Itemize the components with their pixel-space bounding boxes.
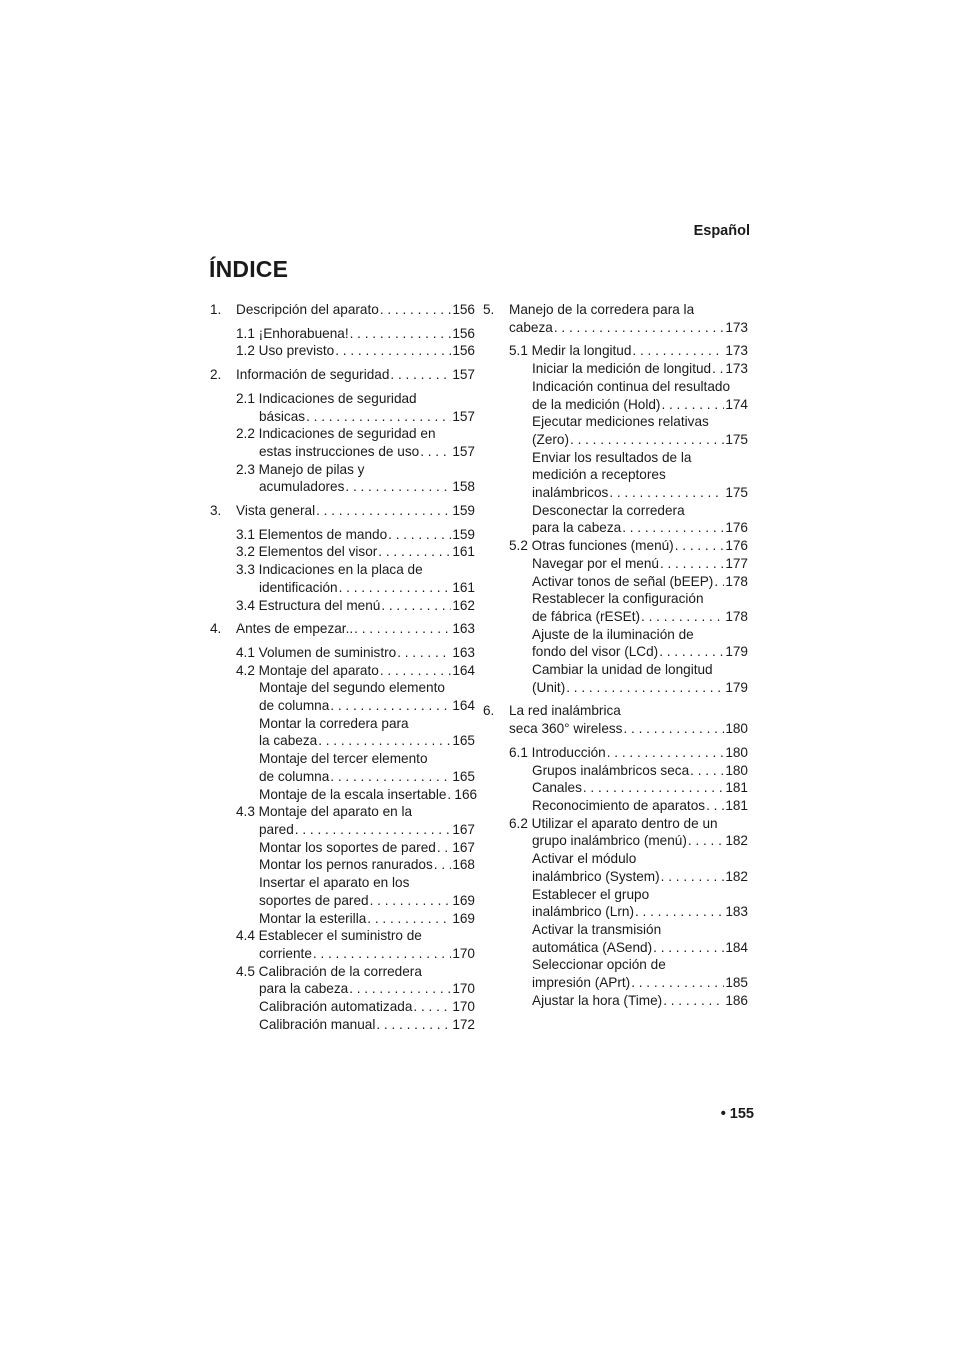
toc-entry-title: 2.2 Indicaciones de seguridad en [236,426,436,442]
toc-leader-dots [295,821,452,839]
toc-entry-title: soportes de pared [259,892,369,908]
toc-entry-title: Insertar el aparato en los [259,875,410,891]
toc-entry-title: Activar tonos de señal (bEEP) [532,573,714,589]
toc-left-column [210,301,478,1033]
toc-entry [483,502,748,520]
toc-entry [483,720,748,738]
toc-leader-dots [631,974,724,992]
toc-entry-page: 179 [725,644,748,660]
toc-entry [210,461,475,479]
toc-entry [210,620,475,638]
toc-entry [210,963,475,981]
toc-entry-page: 174 [725,396,748,412]
toc-entry-title: Grupos inalámbricos seca [532,762,690,778]
toc-entry-title: 4.1 Volumen de suministro [236,644,397,660]
toc-entry-page: 175 [725,485,748,501]
toc-entry [483,519,748,537]
toc-leader-dots [316,502,451,520]
toc-entry-title: Antes de empezar.. [236,621,354,637]
toc-leader-dots [690,762,724,780]
toc-entry [483,832,748,850]
toc-leader-dots [350,325,452,343]
toc-entry-title: 2.1 Indicaciones de seguridad [236,390,417,406]
toc-entry [210,443,475,461]
toc-entry-title: grupo inalámbrico (menú) [532,833,687,849]
toc-leader-dots [607,744,725,762]
toc-entry-page: 168 [452,857,475,873]
toc-leader-dots [661,396,724,414]
toc-leader-dots [349,980,451,998]
toc-entry [210,408,475,426]
toc-entry [210,732,475,750]
toc-entry [210,502,475,520]
toc-leader-dots [380,662,451,680]
toc-entry-title: 5.1 Medir la longitud [509,343,632,359]
toc-entry [210,750,475,768]
toc-entry-title: Descripción del aparato [236,302,379,317]
toc-entry [483,449,748,467]
toc-leader-dots [380,301,451,319]
toc-entry-page: 181 [725,797,748,813]
toc-entry-title: Ejecutar mediciones relativas [532,414,709,430]
toc-entry [210,579,475,597]
toc-entry-title: 3.1 Elementos de mando [236,526,388,542]
toc-entry-page: 170 [452,999,475,1015]
toc-entry [483,850,748,868]
toc-leader-dots [566,679,724,697]
toc-entry-title: Información de seguridad [236,367,390,383]
toc-entry-title: Desconectar la corredera [532,502,685,518]
toc-entry-title: inalámbrico (Lrn) [532,904,634,920]
toc-entry-page: 179 [725,679,748,695]
toc-entry-page: 172 [452,1016,475,1032]
toc-entry-title: Montar los pernos ranurados [259,857,433,873]
toc-leader-dots [554,319,724,337]
toc-entry [483,903,748,921]
toc-entry-page: 167 [452,839,475,855]
toc-entry-number: 6. [483,703,495,719]
toc-entry-title: La red inalámbrica [509,703,621,719]
toc-entry [210,1016,475,1034]
toc-entry-number: 5. [483,302,495,317]
toc-entry-title: Vista general [236,503,316,519]
toc-leader-dots [376,1016,451,1034]
toc-entry [210,342,475,360]
toc-entry [210,768,475,786]
toc-entry-page: 169 [452,910,475,926]
toc-entry-title: 6.2 Utilizar el aparato dentro de un [509,815,718,831]
toc-entry-title: Navegar por el menú [532,555,659,571]
toc-entry-title: Manejo de la corredera para la [509,302,695,317]
toc-entry [483,555,748,573]
toc-leader-dots [330,697,451,715]
toc-entry-title: la cabeza [259,733,318,749]
toc-entry-page: 184 [725,939,748,955]
toc-leader-dots [661,868,725,886]
toc-entry-page: 165 [452,733,475,749]
toc-entry-title: para la cabeza [259,981,349,997]
toc-leader-dots [447,786,453,804]
toc-entry-page: 176 [725,520,748,536]
toc-entry [483,643,748,661]
toc-entry [210,998,475,1016]
toc-entry-title: Ajuste de la iluminación de [532,626,694,642]
toc-entry-title: Enviar los resultados de la [532,449,692,465]
toc-entry [483,466,748,484]
toc-leader-dots [570,431,724,449]
toc-entry [483,815,748,833]
toc-entry [210,597,475,615]
toc-entry-title: de columna [259,768,330,784]
toc-entry-title: Restablecer la configuración [532,591,704,607]
toc-entry [483,301,748,319]
toc-entry-title: Activar la transmisión [532,921,662,937]
toc-entry-page: 163 [452,644,475,660]
toc-entry [483,797,748,815]
toc-leader-dots [659,643,724,661]
toc-entry-title: fondo del visor (LCd) [532,644,659,660]
toc-entry [210,526,475,544]
toc-entry [483,537,748,555]
toc-entry-page: 181 [725,780,748,796]
toc-entry-title: inalámbricos [532,485,609,501]
toc-leader-dots [583,779,724,797]
toc-entry [210,856,475,874]
toc-entry-page: 159 [452,526,475,542]
toc-entry [483,779,748,797]
toc-leader-dots [712,360,724,378]
toc-leader-dots [388,526,451,544]
toc-entry [210,390,475,408]
toc-entry-title: de fábrica (rESEt) [532,608,641,624]
toc-entry [483,744,748,762]
toc-entry-page: 167 [452,821,475,837]
toc-entry-title: medición a receptores [532,467,666,483]
toc-entry-title: 4.2 Montaje del aparato [236,662,379,678]
toc-entry-page: 161 [452,544,475,560]
toc-entry-title: Establecer el grupo [532,886,650,902]
toc-entry [210,679,475,697]
toc-entry [210,786,478,804]
toc-entry-title: seca 360° wireless [509,721,623,737]
toc-entry-page: 165 [452,768,475,784]
toc-leader-dots [378,543,451,561]
toc-entry [483,886,748,904]
toc-entry-page: 178 [725,573,748,589]
toc-entry-page: 161 [452,579,475,595]
toc-entry-title: impresión (APrt) [532,975,631,991]
toc-entry [210,697,475,715]
toc-entry [210,839,475,857]
toc-entry-title: Iniciar la medición de longitud [532,361,712,377]
toc-leader-dots [688,832,724,850]
toc-leader-dots [675,537,725,555]
toc-entry-page: 173 [725,319,748,335]
toc-entry [483,974,748,992]
toc-entry [210,662,475,680]
toc-entry [210,821,475,839]
toc-entry-title: Reconocimiento de aparatos [532,797,706,813]
toc-leader-dots [318,732,451,750]
toc-leader-dots [632,342,724,360]
toc-entry-page: 156 [452,325,475,341]
toc-entry-title: inalámbrico (System) [532,868,660,884]
toc-leader-dots [641,608,724,626]
toc-entry-title: pared [259,821,294,837]
toc-entry-title: cabeza [509,319,553,335]
toc-leader-dots [434,856,452,874]
toc-entry [483,939,748,957]
toc-leader-dots [345,478,451,496]
toc-entry-page: 182 [725,833,748,849]
page-number: • 155 [720,1106,754,1122]
toc-entry [210,325,475,343]
toc-leader-dots [367,910,451,928]
toc-entry-title: Seleccionar opción de [532,957,666,973]
toc-entry [483,868,748,886]
toc-entry [483,319,748,337]
toc-entry [210,301,475,319]
toc-entry-title: Montar la esterilla [259,910,367,926]
toc-entry-title: Montaje del tercer elemento [259,751,428,767]
toc-leader-dots [397,644,451,662]
toc-entry-page: 164 [452,662,475,678]
toc-right-column [483,301,748,1009]
toc-leader-dots [313,945,451,963]
toc-entry-page: 183 [725,904,748,920]
toc-entry-title: 1.1 ¡Enhorabuena! [236,325,349,341]
toc-entry-title: 4.3 Montaje del aparato en la [236,804,413,820]
toc-entry [483,431,748,449]
toc-entry [210,980,475,998]
toc-entry [210,366,475,384]
toc-entry-title: 5.2 Otras funciones (menú) [509,538,674,554]
toc-entry [483,608,748,626]
toc-leader-dots [390,366,451,384]
toc-entry [483,762,748,780]
toc-entry [483,396,748,414]
toc-entry-page: 166 [454,786,478,802]
page-title: ÍNDICE [209,256,289,282]
toc-entry-page: 180 [725,721,748,737]
toc-entry-title: Calibración automatizada [259,999,413,1015]
toc-entry-title: corriente [259,945,312,961]
toc-entry-title: (Unit) [532,679,566,695]
toc-entry-page: 182 [725,868,748,884]
toc-entry-number: 2. [210,367,222,383]
toc-entry-title: Cambiar la unidad de longitud [532,662,713,678]
toc-entry [210,478,475,496]
toc-entry-page: 169 [452,892,475,908]
toc-entry [483,590,748,608]
toc-entry-title: Montar los soportes de pared [259,839,436,855]
toc-entry-page: 157 [452,367,475,383]
toc-entry-title: 1.2 Uso previsto [236,343,335,359]
toc-entry-page: 180 [725,744,748,760]
toc-entry [210,892,475,910]
toc-entry [210,945,475,963]
toc-leader-dots [370,892,452,910]
toc-entry [210,425,475,443]
toc-entry-title: de la medición (Hold) [532,396,661,412]
toc-leader-dots [714,573,724,591]
toc-leader-dots [706,797,724,815]
toc-entry-title: Calibración manual [259,1016,376,1032]
toc-leader-dots [609,484,724,502]
toc-entry [210,644,475,662]
toc-entry-number: 4. [210,621,222,637]
toc-entry-page: 176 [725,538,748,554]
toc-entry-page: 173 [725,361,748,377]
toc-leader-dots [653,939,724,957]
toc-entry-title: 3.4 Estructura del menú [236,597,381,613]
toc-entry-title: Activar el módulo [532,851,637,867]
toc-entry [483,342,748,360]
toc-entry [483,679,748,697]
toc-entry-page: 186 [725,992,748,1008]
toc-entry-page: 158 [452,479,475,495]
toc-entry [483,956,748,974]
toc-entry-page: 156 [452,343,475,359]
toc-entry-title: acumuladores [259,479,345,495]
toc-entry-page: 162 [452,597,475,613]
toc-entry-page: 157 [452,443,475,459]
toc-leader-dots [335,342,451,360]
toc-entry-page: 178 [725,608,748,624]
toc-entry [483,702,748,720]
toc-entry [210,803,475,821]
toc-entry-title: básicas [259,408,306,424]
toc-entry-title: (Zero) [532,431,570,447]
toc-entry-page: 175 [725,431,748,447]
toc-leader-dots [381,597,451,615]
toc-entry-title: Canales [532,780,582,796]
toc-leader-dots [660,555,724,573]
language-label: Español [693,223,750,239]
toc-leader-dots [306,408,451,426]
toc-leader-dots [330,768,451,786]
toc-leader-dots [420,443,451,461]
toc-entry-page: 173 [725,343,748,359]
toc-entry-title: Montaje de la escala insertable [259,786,447,802]
toc-entry-title: automática (ASend) [532,939,653,955]
toc-entry [210,874,475,892]
toc-entry [210,910,475,928]
toc-leader-dots [622,519,724,537]
toc-entry [483,360,748,378]
toc-entry [483,573,748,591]
toc-entry-page: 157 [452,408,475,424]
toc-entry-page: 156 [452,302,475,317]
toc-entry-page: 177 [725,555,748,571]
toc-entry-title: 4.5 Calibración de la corredera [236,963,422,979]
toc-entry [210,561,475,579]
toc-leader-dots [354,620,451,638]
toc-entry-title: Indicación continua del resultado [532,378,730,394]
toc-entry-title: 3.3 Indicaciones en la placa de [236,562,423,578]
toc-entry [483,661,748,679]
toc-entry [483,626,748,644]
toc-entry-title: Montaje del segundo elemento [259,680,445,696]
toc-entry-page: 185 [725,975,748,991]
toc-entry [483,413,748,431]
toc-leader-dots [339,579,452,597]
toc-leader-dots [623,720,724,738]
toc-entry-number: 1. [210,302,222,317]
toc-leader-dots [635,903,724,921]
toc-entry-page: 163 [452,621,475,637]
toc-entry-title: 6.1 Introducción [509,744,606,760]
toc-entry [210,927,475,945]
toc-entry [210,715,475,733]
toc-entry-title: 3.2 Elementos del visor [236,544,378,560]
toc-leader-dots [413,998,451,1016]
toc-entry-page: 164 [452,698,475,714]
toc-entry [483,992,748,1010]
toc-entry [483,484,748,502]
toc-entry [483,921,748,939]
toc-entry-title: 4.4 Establecer el suministro de [236,928,422,944]
toc-entry-title: para la cabeza [532,520,622,536]
toc-entry-title: estas instrucciones de uso [259,443,420,459]
toc-entry [210,543,475,561]
toc-entry-page: 170 [452,981,475,997]
toc-entry [483,378,748,396]
toc-entry-number: 3. [210,503,222,519]
toc-entry-title: 2.3 Manejo de pilas y [236,461,365,477]
toc-entry-page: 180 [725,762,748,778]
toc-entry-title: de columna [259,698,330,714]
toc-leader-dots [437,839,451,857]
toc-entry-page: 159 [452,503,475,519]
toc-entry-title: Montar la corredera para [259,715,409,731]
toc-entry-title: Ajustar la hora (Time) [532,992,663,1008]
toc-entry-page: 170 [452,945,475,961]
toc-entry-title: identificación [259,579,338,595]
toc-leader-dots [663,992,724,1010]
